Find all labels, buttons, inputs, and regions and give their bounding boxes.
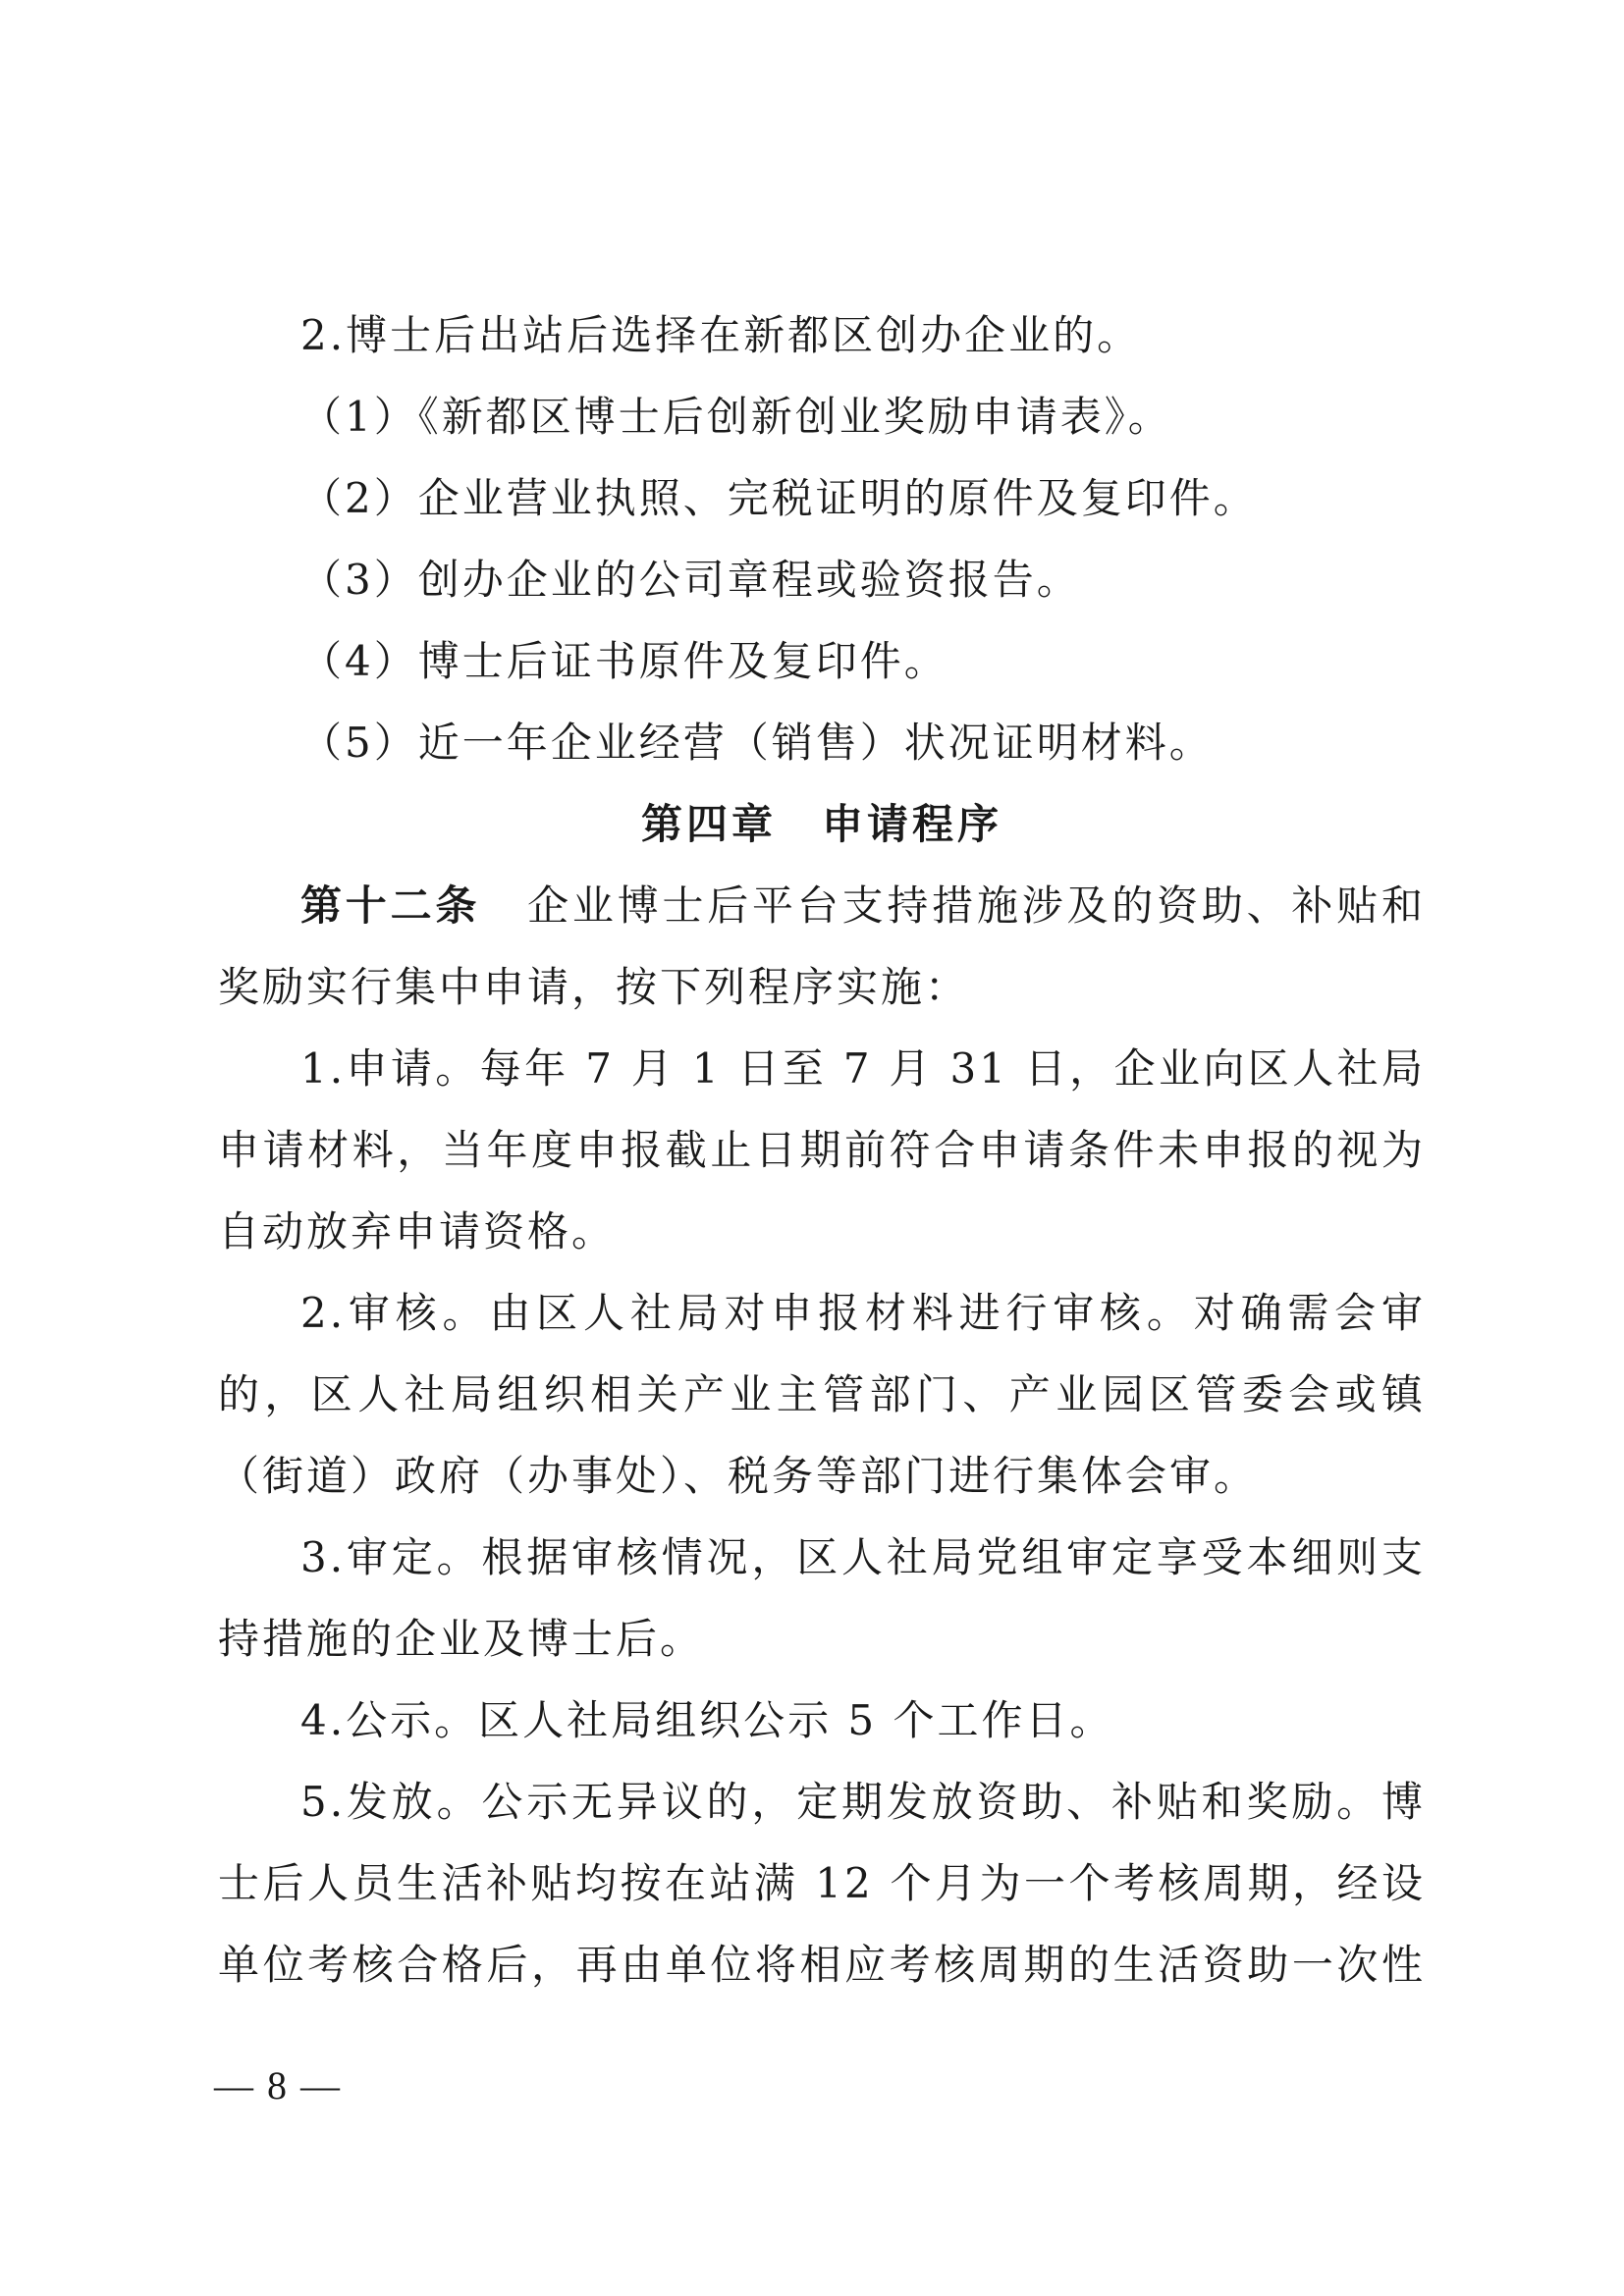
step-1-line-2: 申请材料，当年度申报截止日期前符合申请条件未申报的视为 [218,1126,1426,1174]
chapter-title: 第四章 申请程序 [640,800,1002,848]
article-12-text: 企业博士后平台支持措施涉及的资助、补贴和 [527,881,1426,930]
step-3-line-1: 3.审定。根据审核情况，区人社局党组审定享受本细则支 [300,1533,1426,1581]
document-body [218,294,1426,2005]
item-2-heading: 2.博士后出站后选择在新都区创办企业的。 [300,311,1142,359]
list-item: （3）创办企业的公司章程或验资报告。 [300,556,1081,604]
step-5-line-1: 5.发放。公示无异议的，定期发放资助、补贴和奖励。博 [300,1778,1426,1826]
step-4-line-1: 4.公示。区人社局组织公示 5 个工作日。 [300,1696,1114,1744]
step-1-line-1: 1.申请。每年 7 月 1 日至 7 月 31 日，企业向区人社局 [300,1044,1426,1093]
step-5-line-2: 士后人员生活补贴均按在站满 12 个月为一个考核周期，经设 [218,1859,1426,1907]
article-12-line-1 [218,865,1426,946]
article-label: 第十二条 [300,881,481,930]
list-item: （5）近一年企业经营（销售）状况证明材料。 [300,719,1214,767]
step-2-line-1: 2.审核。由区人社局对申报材料进行审核。对确需会审 [300,1289,1426,1337]
step-2-line-2: 的，区人社局组织相关产业主管部门、产业园区管委会或镇 [218,1370,1426,1418]
article-12-line-2: 奖励实行集中申请，按下列程序实施： [218,963,970,1011]
list-item: （4）博士后证书原件及复印件。 [300,637,948,685]
list-item: （2）企业营业执照、完税证明的原件及复印件。 [300,474,1258,522]
step-2-line-3: （街道）政府（办事处）、税务等部门进行集体会审。 [218,1452,1259,1500]
step-3-line-2: 持措施的企业及博士后。 [218,1615,705,1663]
step-5-line-3: 单位考核合格后，再由单位将相应考核周期的生活资助一次性 [218,1941,1426,1989]
step-1-line-3: 自动放弃申请资格。 [218,1207,617,1255]
list-item: （1）《新都区博士后创新创业奖励申请表》。 [300,393,1172,441]
page-number: — 8 — [214,2063,342,2108]
